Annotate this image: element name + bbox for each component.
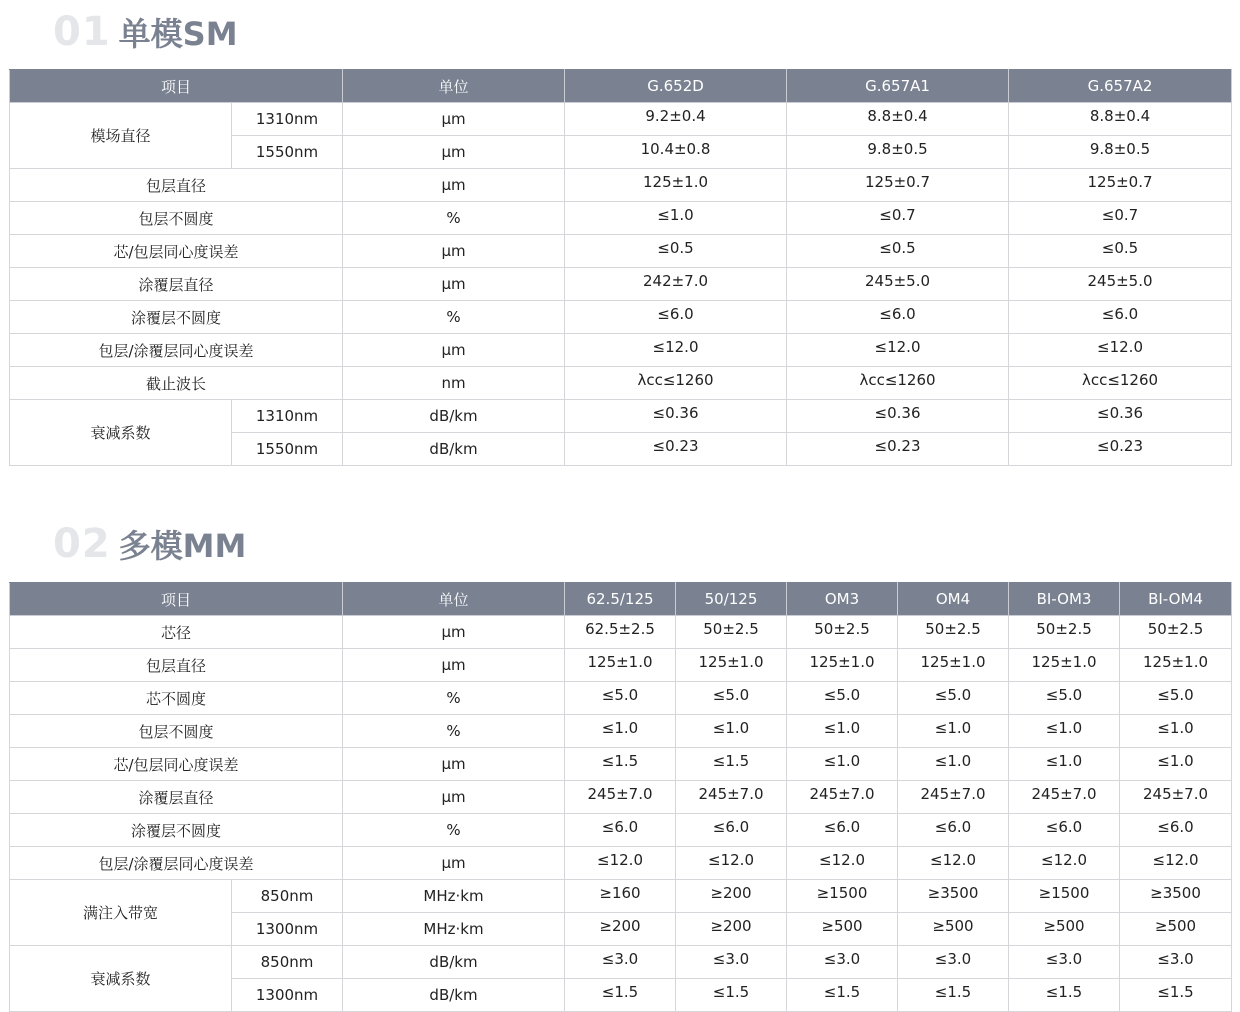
- row-unit: μm: [343, 169, 565, 202]
- cell-value: ≥1500: [1009, 880, 1120, 913]
- row-unit: μm: [343, 616, 565, 649]
- cell-value: ≥1500: [787, 880, 898, 913]
- cell-value: ≤0.23: [1009, 433, 1232, 466]
- cell-value: ≤1.0: [1120, 715, 1232, 748]
- mm-section-number: 02: [53, 521, 111, 567]
- cell-value: ≥500: [898, 913, 1009, 946]
- row-unit: %: [343, 814, 565, 847]
- sm-spec-table: [9, 69, 1232, 466]
- sm-section-name: 单模SM: [118, 15, 238, 53]
- cell-value: 9.8±0.5: [1009, 136, 1232, 169]
- row-label: 衰减系数: [10, 946, 232, 1012]
- cell-value: ≤6.0: [787, 301, 1009, 334]
- row-label: 涂覆层不圆度: [10, 301, 343, 334]
- cell-value: ≤1.5: [1120, 979, 1232, 1012]
- row-sublabel: 1550nm: [232, 136, 343, 169]
- row-label: 满注入带宽: [10, 880, 232, 946]
- sm-section-title: [53, 10, 238, 54]
- cell-value: 125±1.0: [565, 169, 787, 202]
- cell-value: 125±1.0: [676, 649, 787, 682]
- row-sublabel: 1310nm: [232, 103, 343, 136]
- row-label: 包层直径: [10, 169, 343, 202]
- cell-value: ≤12.0: [787, 847, 898, 880]
- cell-value: ≤1.5: [676, 979, 787, 1012]
- table-row: [10, 334, 1232, 367]
- row-label: 芯/包层同心度误差: [10, 235, 343, 268]
- cell-value: ≤0.7: [1009, 202, 1232, 235]
- cell-value: 245±7.0: [676, 781, 787, 814]
- cell-value: λcc≤1260: [1009, 367, 1232, 400]
- cell-value: ≤1.5: [898, 979, 1009, 1012]
- table-row: [10, 880, 1232, 913]
- cell-value: ≥500: [1120, 913, 1232, 946]
- row-sublabel: 1550nm: [232, 433, 343, 466]
- header-col: 50/125: [676, 583, 787, 616]
- cell-value: ≤12.0: [1009, 334, 1232, 367]
- cell-value: ≤0.23: [787, 433, 1009, 466]
- row-unit: dB/km: [343, 433, 565, 466]
- header-item: 项目: [10, 70, 343, 103]
- table-row: [10, 103, 1232, 136]
- cell-value: ≥200: [565, 913, 676, 946]
- cell-value: ≤0.5: [1009, 235, 1232, 268]
- cell-value: 245±5.0: [1009, 268, 1232, 301]
- row-unit: μm: [343, 235, 565, 268]
- cell-value: ≤12.0: [565, 334, 787, 367]
- cell-value: ≤6.0: [676, 814, 787, 847]
- header-col: BI-OM4: [1120, 583, 1232, 616]
- cell-value: ≤1.0: [1009, 748, 1120, 781]
- header-col: G.652D: [565, 70, 787, 103]
- cell-value: ≤5.0: [1009, 682, 1120, 715]
- cell-value: ≤1.0: [1120, 748, 1232, 781]
- cell-value: 245±7.0: [898, 781, 1009, 814]
- row-sublabel: 850nm: [232, 880, 343, 913]
- cell-value: ≤6.0: [565, 301, 787, 334]
- cell-value: ≤5.0: [676, 682, 787, 715]
- cell-value: ≤12.0: [676, 847, 787, 880]
- table-row: [10, 814, 1232, 847]
- table-row: [10, 268, 1232, 301]
- cell-value: ≤0.36: [1009, 400, 1232, 433]
- cell-value: 9.8±0.5: [787, 136, 1009, 169]
- header-unit: 单位: [343, 70, 565, 103]
- cell-value: ≤12.0: [1009, 847, 1120, 880]
- table-row: [10, 616, 1232, 649]
- cell-value: 125±1.0: [787, 649, 898, 682]
- row-unit: MHz·km: [343, 880, 565, 913]
- cell-value: ≤3.0: [1120, 946, 1232, 979]
- cell-value: ≤1.0: [898, 715, 1009, 748]
- cell-value: ≥3500: [1120, 880, 1232, 913]
- table-row: [10, 946, 1232, 979]
- table-row: [10, 649, 1232, 682]
- row-unit: dB/km: [343, 400, 565, 433]
- row-sublabel: 1300nm: [232, 913, 343, 946]
- cell-value: ≤1.5: [565, 748, 676, 781]
- row-unit: μm: [343, 781, 565, 814]
- table-row: [10, 781, 1232, 814]
- table-row: [10, 169, 1232, 202]
- cell-value: 50±2.5: [676, 616, 787, 649]
- row-unit: %: [343, 301, 565, 334]
- row-label: 模场直径: [10, 103, 232, 169]
- cell-value: ≤0.23: [565, 433, 787, 466]
- cell-value: ≥3500: [898, 880, 1009, 913]
- row-unit: nm: [343, 367, 565, 400]
- cell-value: ≤3.0: [1009, 946, 1120, 979]
- row-unit: μm: [343, 847, 565, 880]
- cell-value: ≤1.5: [787, 979, 898, 1012]
- row-unit: dB/km: [343, 946, 565, 979]
- cell-value: ≤1.0: [787, 748, 898, 781]
- row-label: 涂覆层直径: [10, 268, 343, 301]
- row-unit: μm: [343, 268, 565, 301]
- cell-value: ≤5.0: [565, 682, 676, 715]
- row-label: 截止波长: [10, 367, 343, 400]
- cell-value: ≤6.0: [1009, 814, 1120, 847]
- cell-value: ≥500: [787, 913, 898, 946]
- cell-value: 50±2.5: [787, 616, 898, 649]
- row-label: 包层直径: [10, 649, 343, 682]
- header-col: BI-OM3: [1009, 583, 1120, 616]
- table-row: [10, 715, 1232, 748]
- cell-value: ≤3.0: [787, 946, 898, 979]
- row-label: 包层/涂覆层同心度误差: [10, 334, 343, 367]
- header-col: G.657A1: [787, 70, 1009, 103]
- sm-section-number: 01: [53, 9, 111, 55]
- cell-value: ≤1.0: [787, 715, 898, 748]
- cell-value: ≤5.0: [787, 682, 898, 715]
- row-unit: μm: [343, 334, 565, 367]
- cell-value: ≥160: [565, 880, 676, 913]
- cell-value: 125±1.0: [565, 649, 676, 682]
- row-unit: MHz·km: [343, 913, 565, 946]
- row-unit: %: [343, 202, 565, 235]
- row-label: 芯径: [10, 616, 343, 649]
- row-label: 芯/包层同心度误差: [10, 748, 343, 781]
- cell-value: 242±7.0: [565, 268, 787, 301]
- cell-value: 245±7.0: [787, 781, 898, 814]
- header-item: 项目: [10, 583, 343, 616]
- table-row: [10, 400, 1232, 433]
- cell-value: ≤0.36: [565, 400, 787, 433]
- table-header-row: [10, 583, 1232, 616]
- row-label: 涂覆层直径: [10, 781, 343, 814]
- cell-value: ≤6.0: [898, 814, 1009, 847]
- cell-value: ≤6.0: [1009, 301, 1232, 334]
- cell-value: 50±2.5: [898, 616, 1009, 649]
- cell-value: ≤3.0: [565, 946, 676, 979]
- header-col: OM4: [898, 583, 1009, 616]
- mm-section-name: 多模MM: [118, 527, 247, 565]
- cell-value: ≤12.0: [787, 334, 1009, 367]
- cell-value: ≤0.5: [787, 235, 1009, 268]
- cell-value: ≤5.0: [898, 682, 1009, 715]
- cell-value: λcc≤1260: [565, 367, 787, 400]
- cell-value: ≤1.0: [1009, 715, 1120, 748]
- cell-value: ≤0.36: [787, 400, 1009, 433]
- cell-value: ≤12.0: [565, 847, 676, 880]
- table-row: [10, 847, 1232, 880]
- cell-value: 62.5±2.5: [565, 616, 676, 649]
- cell-value: ≤5.0: [1120, 682, 1232, 715]
- cell-value: ≥200: [676, 880, 787, 913]
- row-unit: dB/km: [343, 979, 565, 1012]
- header-col: OM3: [787, 583, 898, 616]
- cell-value: ≤3.0: [898, 946, 1009, 979]
- table-row: [10, 235, 1232, 268]
- row-sublabel: 1300nm: [232, 979, 343, 1012]
- row-label: 涂覆层不圆度: [10, 814, 343, 847]
- header-col: 62.5/125: [565, 583, 676, 616]
- cell-value: 245±7.0: [1120, 781, 1232, 814]
- cell-value: ≥200: [676, 913, 787, 946]
- cell-value: 125±1.0: [1009, 649, 1120, 682]
- cell-value: 125±1.0: [898, 649, 1009, 682]
- table-row: [10, 367, 1232, 400]
- row-unit: μm: [343, 649, 565, 682]
- cell-value: 8.8±0.4: [787, 103, 1009, 136]
- row-unit: μm: [343, 136, 565, 169]
- cell-value: ≤1.0: [565, 715, 676, 748]
- row-label: 包层/涂覆层同心度误差: [10, 847, 343, 880]
- row-label: 衰减系数: [10, 400, 232, 466]
- cell-value: ≤1.5: [1009, 979, 1120, 1012]
- row-label: 包层不圆度: [10, 715, 343, 748]
- row-sublabel: 850nm: [232, 946, 343, 979]
- cell-value: 50±2.5: [1120, 616, 1232, 649]
- cell-value: 245±7.0: [1009, 781, 1120, 814]
- cell-value: 125±0.7: [1009, 169, 1232, 202]
- row-unit: μm: [343, 103, 565, 136]
- cell-value: ≤6.0: [787, 814, 898, 847]
- row-label: 包层不圆度: [10, 202, 343, 235]
- cell-value: ≤12.0: [898, 847, 1009, 880]
- mm-section-title: [53, 522, 246, 566]
- cell-value: ≤6.0: [565, 814, 676, 847]
- cell-value: ≤1.5: [676, 748, 787, 781]
- row-unit: %: [343, 715, 565, 748]
- table-header-row: [10, 70, 1232, 103]
- cell-value: 245±7.0: [565, 781, 676, 814]
- cell-value: ≤1.0: [676, 715, 787, 748]
- table-row: [10, 202, 1232, 235]
- cell-value: ≤6.0: [1120, 814, 1232, 847]
- cell-value: 8.8±0.4: [1009, 103, 1232, 136]
- row-unit: %: [343, 682, 565, 715]
- cell-value: 125±1.0: [1120, 649, 1232, 682]
- cell-value: 245±5.0: [787, 268, 1009, 301]
- row-unit: μm: [343, 748, 565, 781]
- mm-spec-table: [9, 582, 1232, 1012]
- cell-value: ≤3.0: [676, 946, 787, 979]
- cell-value: ≤1.0: [565, 202, 787, 235]
- header-col: G.657A2: [1009, 70, 1232, 103]
- table-row: [10, 682, 1232, 715]
- cell-value: 9.2±0.4: [565, 103, 787, 136]
- cell-value: ≤0.7: [787, 202, 1009, 235]
- cell-value: 50±2.5: [1009, 616, 1120, 649]
- cell-value: λcc≤1260: [787, 367, 1009, 400]
- cell-value: 10.4±0.8: [565, 136, 787, 169]
- row-label: 芯不圆度: [10, 682, 343, 715]
- cell-value: ≤1.5: [565, 979, 676, 1012]
- cell-value: ≤1.0: [898, 748, 1009, 781]
- cell-value: 125±0.7: [787, 169, 1009, 202]
- row-sublabel: 1310nm: [232, 400, 343, 433]
- table-row: [10, 748, 1232, 781]
- header-unit: 单位: [343, 583, 565, 616]
- cell-value: ≥500: [1009, 913, 1120, 946]
- cell-value: ≤12.0: [1120, 847, 1232, 880]
- cell-value: ≤0.5: [565, 235, 787, 268]
- table-row: [10, 301, 1232, 334]
